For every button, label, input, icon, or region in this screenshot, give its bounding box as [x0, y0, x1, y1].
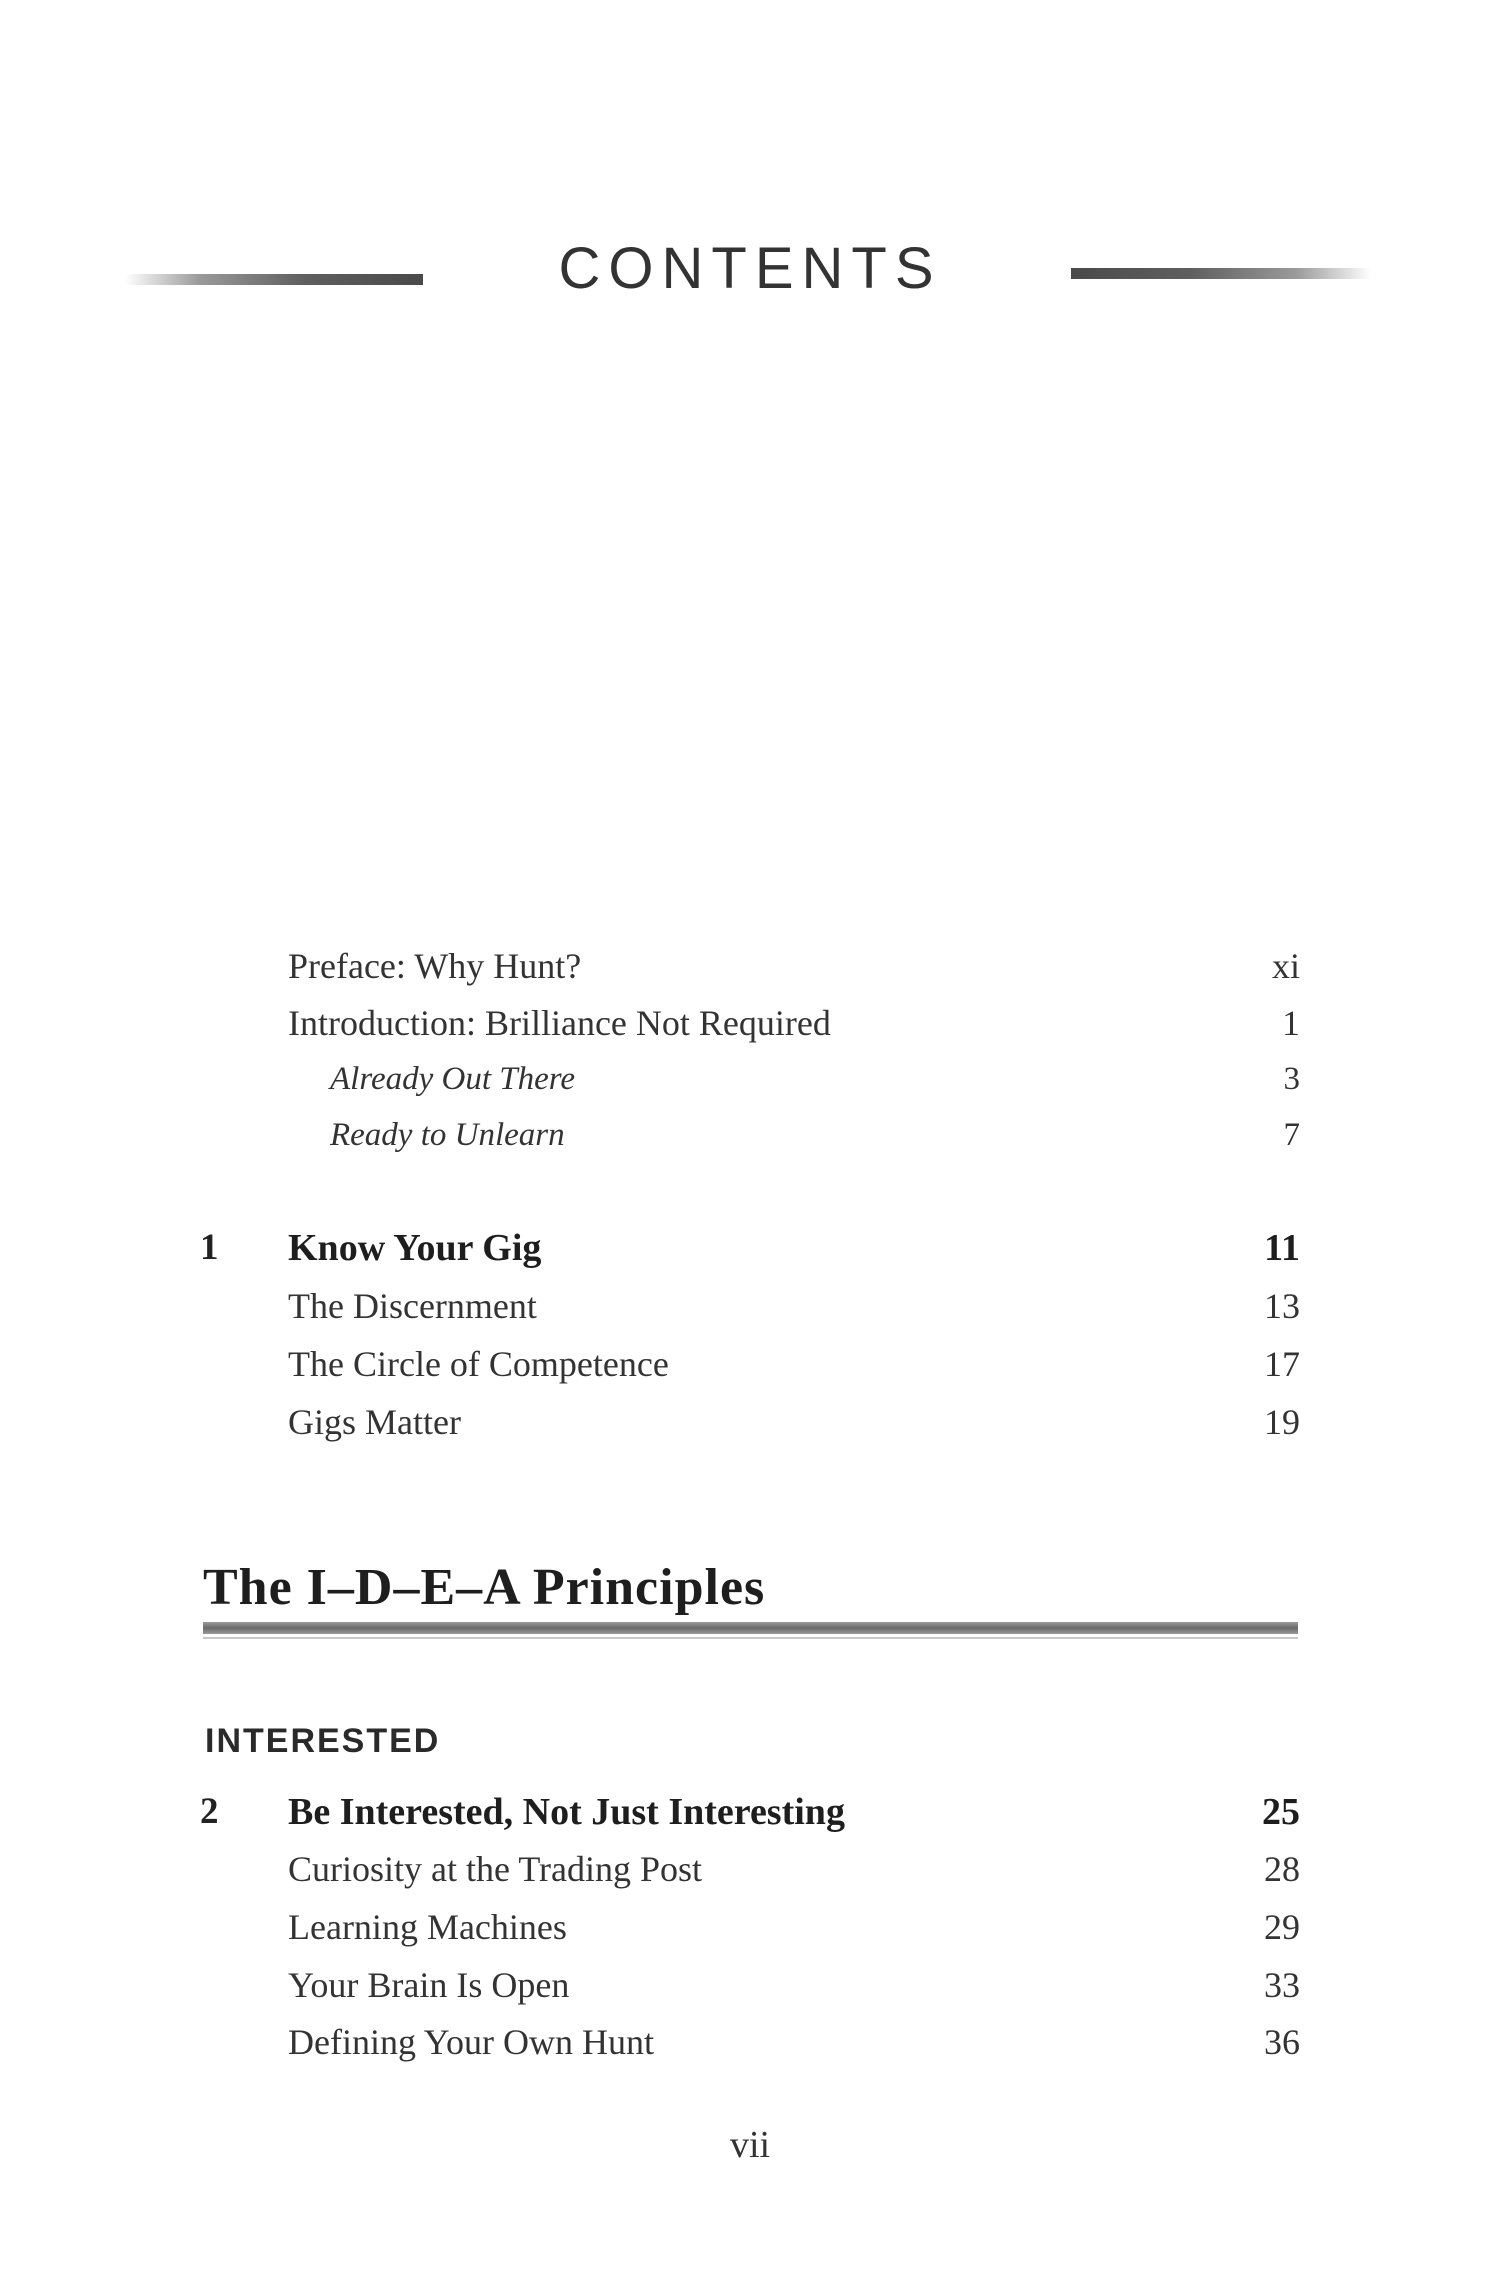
toc-entry-label: Already Out There — [330, 1061, 576, 1097]
chapter-title: Know Your Gig — [288, 1227, 542, 1269]
toc-section[interactable] — [0, 1848, 1500, 1902]
toc-entry-label: Preface: Why Hunt? — [288, 946, 582, 986]
toc-entry-page: 29 — [1264, 1907, 1300, 1947]
group-label: INTERESTED — [205, 1722, 441, 1760]
chapter-page: 25 — [1262, 1791, 1300, 1833]
toc-section[interactable] — [0, 1906, 1500, 1960]
header-rule-right — [1071, 268, 1371, 279]
toc-entry-label: Gigs Matter — [288, 1402, 461, 1442]
toc-section[interactable] — [0, 1964, 1500, 2018]
toc-entry-label: The Discernment — [288, 1286, 537, 1326]
toc-section[interactable] — [0, 1401, 1500, 1455]
toc-entry-page: 36 — [1264, 2022, 1300, 2062]
toc-entry-page: 19 — [1264, 1402, 1300, 1442]
header-rule-left — [125, 274, 423, 285]
toc-section[interactable] — [0, 2021, 1500, 2075]
part-title: The I–D–E–A Principles — [203, 1559, 766, 1616]
toc-entry-label: The Circle of Competence — [288, 1344, 669, 1384]
toc-entry-page: 17 — [1264, 1344, 1300, 1384]
toc-entry-page: 1 — [1282, 1003, 1300, 1043]
toc-entry-introduction[interactable] — [0, 1002, 1500, 1056]
toc-entry-page: xi — [1271, 946, 1300, 986]
toc-entry-label: Your Brain Is Open — [288, 1965, 570, 2005]
part-rule-thin — [203, 1637, 1298, 1639]
toc-subentry-ready-to-unlearn[interactable] — [0, 1117, 1500, 1171]
chapter-number: 1 — [200, 1227, 219, 1268]
page-number: vii — [729, 2124, 771, 2166]
toc-entry-page: 33 — [1264, 1965, 1300, 2005]
toc-subentry-already-out-there[interactable] — [0, 1061, 1500, 1115]
toc-section[interactable] — [0, 1285, 1500, 1339]
toc-entry-preface[interactable] — [0, 945, 1500, 999]
toc-entry-label: Learning Machines — [288, 1907, 567, 1947]
toc-chapter-2[interactable] — [0, 1790, 1500, 1844]
toc-entry-label: Curiosity at the Trading Post — [288, 1849, 703, 1889]
toc-entry-page: 7 — [1283, 1117, 1300, 1153]
chapter-page: 11 — [1264, 1227, 1300, 1269]
page-title: CONTENTS — [558, 236, 942, 301]
toc-entry-label: Defining Your Own Hunt — [288, 2022, 655, 2062]
toc-entry-page: 3 — [1283, 1061, 1300, 1097]
toc-section[interactable] — [0, 1343, 1500, 1397]
toc-entry-page: 13 — [1264, 1286, 1300, 1326]
chapter-title: Be Interested, Not Just Interesting — [288, 1791, 845, 1833]
chapter-number: 2 — [200, 1791, 219, 1832]
toc-chapter-1[interactable] — [0, 1226, 1500, 1280]
toc-entry-label: Introduction: Brilliance Not Required — [288, 1003, 831, 1043]
toc-entry-label: Ready to Unlearn — [330, 1117, 565, 1153]
toc-entry-page: 28 — [1264, 1849, 1300, 1889]
part-rule — [203, 1622, 1298, 1634]
